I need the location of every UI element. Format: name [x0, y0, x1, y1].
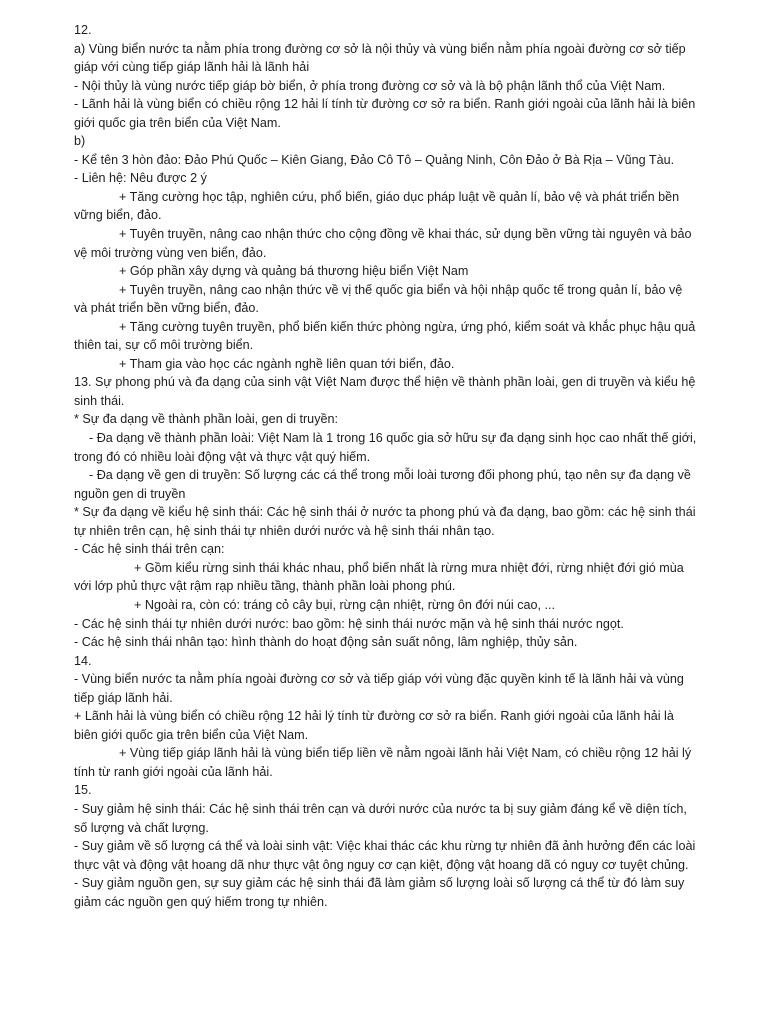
section-heading-13: 13. Sự phong phú và đa dạng của sinh vật Việt Nam được thể hiện về thành phần loài, gen di truyền và kiểu hệ sinh thái. — [74, 375, 696, 408]
bullet-item: - Đa dạng về thành phần loài: Việt Nam là 1 trong 16 quốc gia sở hữu sự đa dạng sinh học cao nhất thế giới, trong đó có nhiều loài động vật và thực vật quý hiếm. — [74, 431, 697, 464]
bullet-item: + Ngoài ra, còn có: tráng cỏ cây bụi, rừng cận nhiệt, rừng ôn đới núi cao, ... — [134, 597, 556, 612]
paragraph: + Lãnh hải là vùng biển có chiều rộng 12 hải lý tính từ đường cơ sở ra biển. Ranh giới ngoài của lãnh hải là biên giới quốc gia trên biển của Việt Nam. — [74, 709, 674, 742]
paragraph: * Sự đa dạng về thành phần loài, gen di truyền: — [74, 412, 338, 427]
bullet-item: + Tuyên truyền, nâng cao nhận thức về vị thế quốc gia biển và hội nhập quốc tế trong quản lí, bảo vệ và phát triển bền vững biển, đảo. — [74, 282, 683, 316]
bullet-item: - Đa dạng về gen di truyền: Số lượng các cá thể trong mỗi loài tương đối phong phú, tạo nên sự đa dạng về nguồn gen di truyền — [74, 468, 691, 501]
bullet-item: + Tăng cường học tập, nghiên cứu, phổ biến, giáo dục pháp luật về quản lí, bảo vệ và phát triển bền vững biển, đảo. — [74, 189, 680, 223]
paragraph: - Liên hệ: Nêu được 2 ý — [74, 171, 207, 186]
paragraph: a) Vùng biển nước ta nằm phía trong đường cơ sở là nội thủy và vùng biển nằm phía ngoài đường cơ sở tiếp giáp với cùng tiếp giáp lãnh hải là lãnh hải — [74, 41, 686, 75]
paragraph: - Lãnh hải là vùng biển có chiều rộng 12 hải lí tính từ đường cơ sở ra biển. Ranh giới ngoài của lãnh hải là biên giới quốc gia trên biển của Việt Nam. — [74, 97, 696, 130]
section-heading-12: 12. — [74, 23, 92, 37]
bullet-item: + Tham gia vào học các ngành nghề liên quan tới biển, đảo. — [119, 356, 455, 371]
paragraph: - Các hệ sinh thái tự nhiên dưới nước: bao gồm: hệ sinh thái nước mặn và hệ sinh thái nước ngọt. — [74, 616, 624, 631]
paragraph: - Suy giảm hệ sinh thái: Các hệ sinh thái trên cạn và dưới nước của nước ta bị suy giảm đáng kể về diện tích, số lượng và chất lượng. — [74, 801, 687, 835]
paragraph: - Vùng biển nước ta nằm phía ngoài đường cơ sở và tiếp giáp với vùng đặc quyền kinh tế là lãnh hải và vùng tiếp giáp lãnh hải. — [74, 672, 684, 705]
paragraph: b) — [74, 134, 86, 149]
document-body — [74, 21, 699, 911]
paragraph: - Suy giảm về số lượng cá thể và loài sinh vật: Việc khai thác các khu rừng tự nhiên đã ảnh hưởng đến các loài thực vật và động vật hoang dã như thực vật ông nguy cơ cạn kiệt, động vật hoang dã có nguy cơ tuyệt chủng. — [74, 839, 696, 872]
bullet-item: + Góp phần xây dựng và quảng bá thương hiệu biển Việt Nam — [119, 264, 469, 279]
bullet-item: + Tuyên truyền, nâng cao nhận thức cho cộng đồng về khai thác, sử dụng bền vững tài nguyên và bảo vệ môi trường vùng ven biển, đảo. — [74, 227, 692, 260]
bullet-item: + Tăng cường tuyên truyền, phổ biến kiến thức phòng ngừa, ứng phó, kiểm soát và khắc phục hậu quả thiên tai, sự cố môi trường biển. — [74, 319, 696, 353]
bullet-item: + Vùng tiếp giáp lãnh hải là vùng biển tiếp liền về nằm ngoài lãnh hải Việt Nam, có chiều rộng 12 hải lý tính từ ranh giới ngoài của lãnh hải. — [74, 746, 692, 779]
paragraph: * Sự đa dạng về kiểu hệ sinh thái: Các hệ sinh thái ở nước ta phong phú và đa dạng, bao gồm: các hệ sinh thái tự nhiên trên cạn, hệ sinh thái tự nhiên dưới nước và hệ sinh thái nhân tạo. — [74, 505, 696, 538]
paragraph: - Nội thủy là vùng nước tiếp giáp bờ biển, ở phía trong đường cơ sở và là bộ phận lãnh thổ của Việt Nam. — [74, 78, 666, 93]
bullet-item: + Gồm kiểu rừng sinh thái khác nhau, phổ biến nhất là rừng mưa nhiệt đới, rừng nhiệt đới gió mùa với lớp phủ thực vật rậm rạp nhiều tầng, thành phần loài phong phú. — [74, 560, 684, 594]
section-heading-15: 15. — [74, 783, 92, 798]
paragraph: - Suy giảm nguồn gen, sự suy giảm các hệ sinh thái đã làm giảm số lượng loài số lượng cá thể từ đó làm suy giảm các nguồn gen quý hiếm trong tự nhiên. — [74, 876, 685, 909]
section-heading-14: 14. — [74, 653, 92, 668]
bullet-item: - Các hệ sinh thái trên cạn: — [74, 542, 225, 557]
paragraph: - Các hệ sinh thái nhân tạo: hình thành do hoạt động sản suất nông, lâm nghiệp, thủy sản. — [74, 635, 578, 650]
paragraph: - Kể tên 3 hòn đảo: Đảo Phú Quốc – Kiên Giang, Đảo Cô Tô – Quảng Ninh, Côn Đảo ở Bà Rịa – Vũng Tàu. — [74, 152, 675, 167]
